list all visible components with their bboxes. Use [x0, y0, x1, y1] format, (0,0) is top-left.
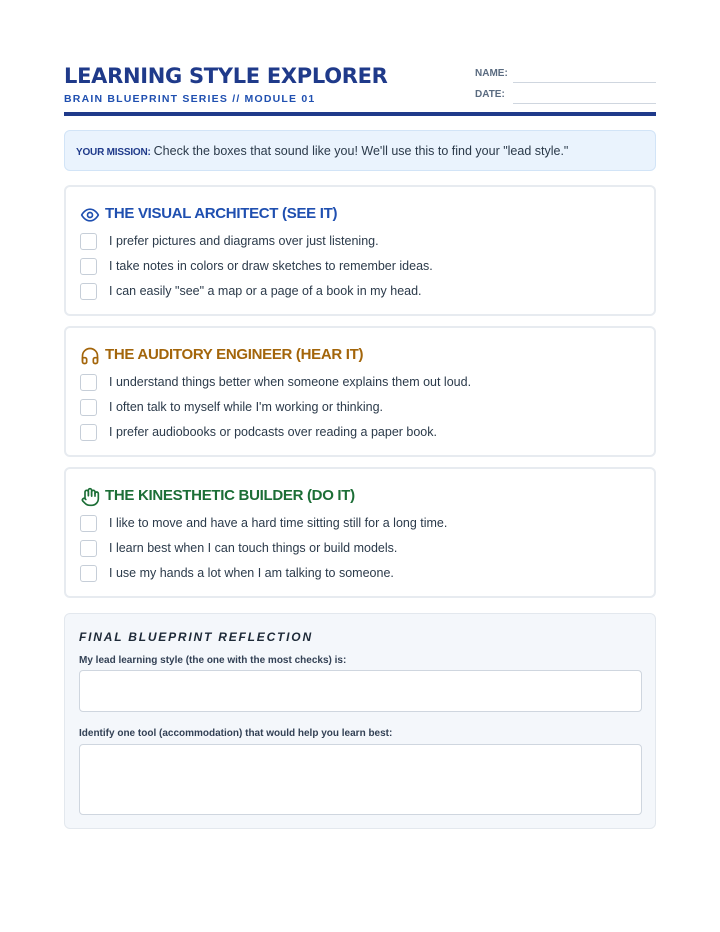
mission-text-row: [76, 144, 568, 158]
auditory-checkbox-2[interactable]: [80, 399, 97, 416]
auditory-section-title: THE AUDITORY ENGINEER (HEAR IT): [105, 346, 364, 363]
visual-checkbox-2[interactable]: [80, 258, 97, 275]
reflection-section: [64, 613, 656, 829]
checklist-item: [80, 258, 640, 276]
auditory-checkbox-3[interactable]: [80, 424, 97, 441]
checklist-item: [80, 565, 640, 583]
page-title: LEARNING STYLE EXPLORER: [64, 64, 388, 88]
accommodation-question: Identify one tool (accommodation) that would help you learn best:: [79, 728, 393, 739]
worksheet-header: [64, 62, 656, 116]
checklist-item-text: I often talk to myself while I'm working or thinking.: [109, 400, 384, 414]
checklist-item-text: I use my hands a lot when I am talking to someone.: [109, 566, 394, 580]
checklist-item: [80, 233, 640, 251]
date-line[interactable]: [513, 103, 656, 104]
checklist-item-text: I can easily "see" a map or a page of a book in my head.: [109, 284, 422, 298]
kinesthetic-checkbox-3[interactable]: [80, 565, 97, 582]
auditory-section-card: [64, 326, 656, 457]
name-line[interactable]: [513, 82, 656, 83]
checklist-item-text: I like to move and have a hard time sitting still for a long time.: [109, 516, 448, 530]
auditory-checkbox-1[interactable]: [80, 374, 97, 391]
checklist-item: [80, 283, 640, 301]
mission-label: YOUR MISSION:: [76, 147, 151, 158]
lead-style-question: My lead learning style (the one with the most checks) is:: [79, 655, 347, 666]
checklist-item-text: I prefer audiobooks or podcasts over reading a paper book.: [109, 425, 437, 439]
visual-section-card: [64, 185, 656, 316]
checklist-item-text: I learn best when I can touch things or build models.: [109, 541, 398, 555]
checklist-item: [80, 515, 640, 533]
checklist-item-text: I prefer pictures and diagrams over just listening.: [109, 234, 379, 248]
visual-checkbox-1[interactable]: [80, 233, 97, 250]
mission-text: Check the boxes that sound like you! We'll use this to find your "lead style.": [153, 144, 569, 158]
kinesthetic-checkbox-1[interactable]: [80, 515, 97, 532]
accommodation-answer-field[interactable]: [79, 744, 642, 815]
name-field-row: [475, 67, 656, 83]
date-label: DATE:: [475, 89, 505, 100]
kinesthetic-checkbox-2[interactable]: [80, 540, 97, 557]
name-label: NAME:: [475, 68, 508, 79]
headphones-icon: [80, 346, 100, 366]
visual-section-title: THE VISUAL ARCHITECT (SEE IT): [105, 205, 338, 222]
date-field-row: [475, 88, 656, 104]
checklist-item: [80, 540, 640, 558]
checklist-item-text: I understand things better when someone explains them out loud.: [109, 375, 472, 389]
visual-checkbox-3[interactable]: [80, 283, 97, 300]
kinesthetic-section-title: THE KINESTHETIC BUILDER (DO IT): [105, 487, 355, 504]
kinesthetic-section-card: [64, 467, 656, 598]
mission-banner: [64, 130, 656, 171]
eye-icon: [80, 205, 100, 225]
checklist-item-text: I take notes in colors or draw sketches to remember ideas.: [109, 259, 433, 273]
checklist-item: [80, 374, 640, 392]
series-subtitle: BRAIN BLUEPRINT SERIES // MODULE 01: [64, 93, 316, 105]
checklist-item: [80, 424, 640, 442]
lead-style-answer-field[interactable]: [79, 670, 642, 712]
reflection-title: FINAL BLUEPRINT REFLECTION: [79, 630, 313, 644]
checklist-item: [80, 399, 640, 417]
hand-icon: [80, 487, 100, 507]
